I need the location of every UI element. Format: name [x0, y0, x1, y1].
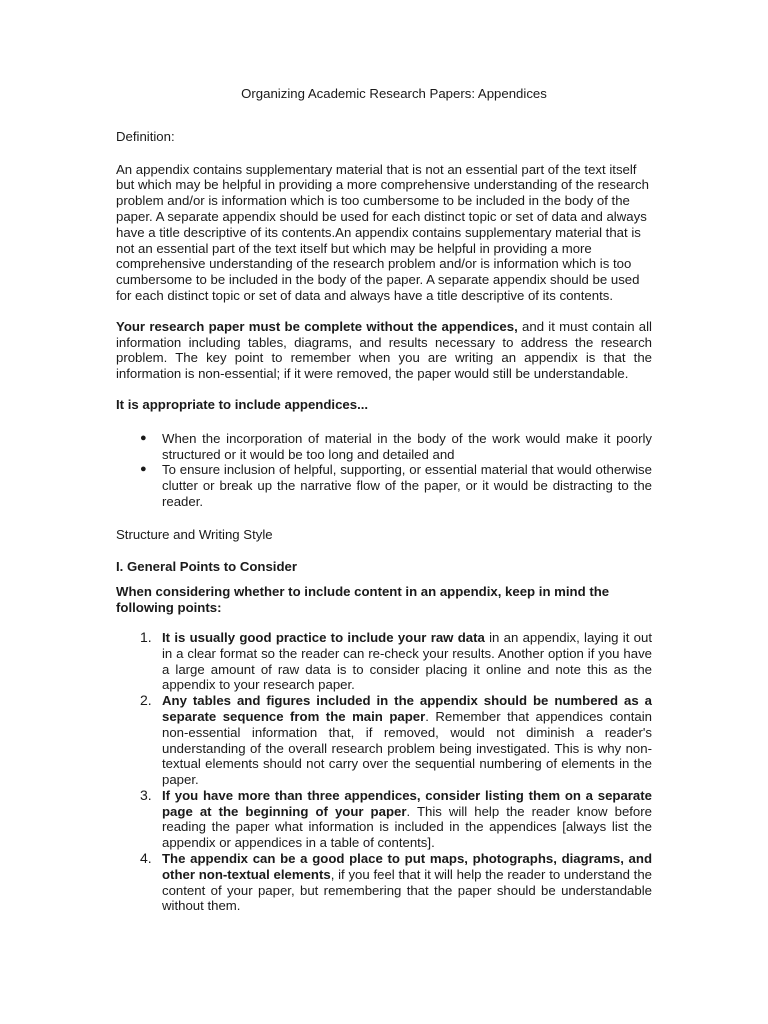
- point-bold-text: The appendix can be a good place to put maps, photographs, diagrams, and other non-textual elements: [162, 851, 652, 882]
- complete-bold-text: Your research paper must be complete without the appendices,: [116, 318, 518, 334]
- point-rest-text: . Remember that appendices contain non-essential information that, if removed, would not diminish a reader's understanding of the overall research problem being investigated. This is why non-textual elements should not carry over the sequential numbering of elements in the paper.: [162, 708, 652, 788]
- point-rest-text: in an appendix, laying it out in a clear format so the reader can re-check your results. Another option if you have a large amount of raw data is to consider placing it online and note this as the appendix to your research paper.: [162, 629, 652, 693]
- points-numbered-list: [116, 630, 652, 914]
- point-bold-text: Any tables and figures included in the appendix should be numbered as a separate sequence from the main paper: [162, 693, 652, 724]
- list-item: [116, 788, 652, 851]
- list-item: [116, 851, 652, 914]
- complete-paragraph: [116, 319, 652, 382]
- definition-label: Definition:: [116, 128, 175, 144]
- point-rest-text: . This will help the reader know before reading the paper what information is included in the appendices [always list the appendix or appendices in a table of contents].: [162, 803, 652, 851]
- document-title: Organizing Academic Research Papers: Appendices: [241, 86, 547, 101]
- list-item: [116, 462, 652, 509]
- list-number: 1.: [140, 628, 152, 645]
- list-number: 3.: [140, 786, 152, 803]
- list-number: 4.: [140, 850, 152, 867]
- bullet-text: When the incorporation of material in the body of the work would make it poorly structured or it would be too long and detailed and: [162, 430, 652, 462]
- point-bold-text: If you have more than three appendices, consider listing them on a separate page at the beginning of your paper: [162, 787, 652, 819]
- complete-rest-text: and it must contain all information including tables, diagrams, and results necessary to address the research problem. The key point to remember when you are writing an appendix is that the information is non-essential; if it were removed, the paper would still be understandable.: [116, 318, 652, 382]
- structure-section-title: Structure and Writing Style: [116, 526, 273, 542]
- bullet-text: To ensure inclusion of helpful, supporting, or essential material that would otherwise clutter or break up the narrative flow of the paper, or it would be distracting to the reader.: [162, 462, 652, 509]
- point-bold-text: It is usually good practice to include your raw data: [162, 629, 485, 645]
- appropriate-heading: It is appropriate to include appendices...: [116, 396, 369, 412]
- considering-heading: When considering whether to include content in an appendix, keep in mind the following points:: [116, 584, 610, 616]
- bullet-icon: ●: [140, 463, 147, 476]
- appropriate-bullet-list: [116, 431, 652, 510]
- list-number: 2.: [140, 692, 152, 709]
- bullet-icon: ●: [140, 431, 147, 444]
- list-item: [116, 630, 652, 693]
- general-points-heading: I. General Points to Consider: [116, 558, 297, 574]
- definition-paragraph: An appendix contains supplementary material that is not an essential part of the text itself but which may be helpful in providing a more comprehensive understanding of the research problem and/or is information which is too cumbersome to be included in the body of the paper. A separate appendix should be used for each distinct topic or set of data and always have a title descriptive of its contents.An appendix contains supplementary material that is not an essential part of the text itself but which may be helpful in providing a more comprehensive understanding of the research problem and/or is information which is too cumbersome to be included in the body of the paper. A separate appendix should be used for each distinct topic or set of data and always have a title descriptive of its contents.: [116, 161, 649, 303]
- point-rest-text: , if you feel that it will help the reader to understand the content of your paper, but remembering that the paper should be understandable without them.: [162, 866, 652, 914]
- list-item: [116, 693, 652, 788]
- list-item: [116, 431, 652, 463]
- document-page: [116, 86, 652, 914]
